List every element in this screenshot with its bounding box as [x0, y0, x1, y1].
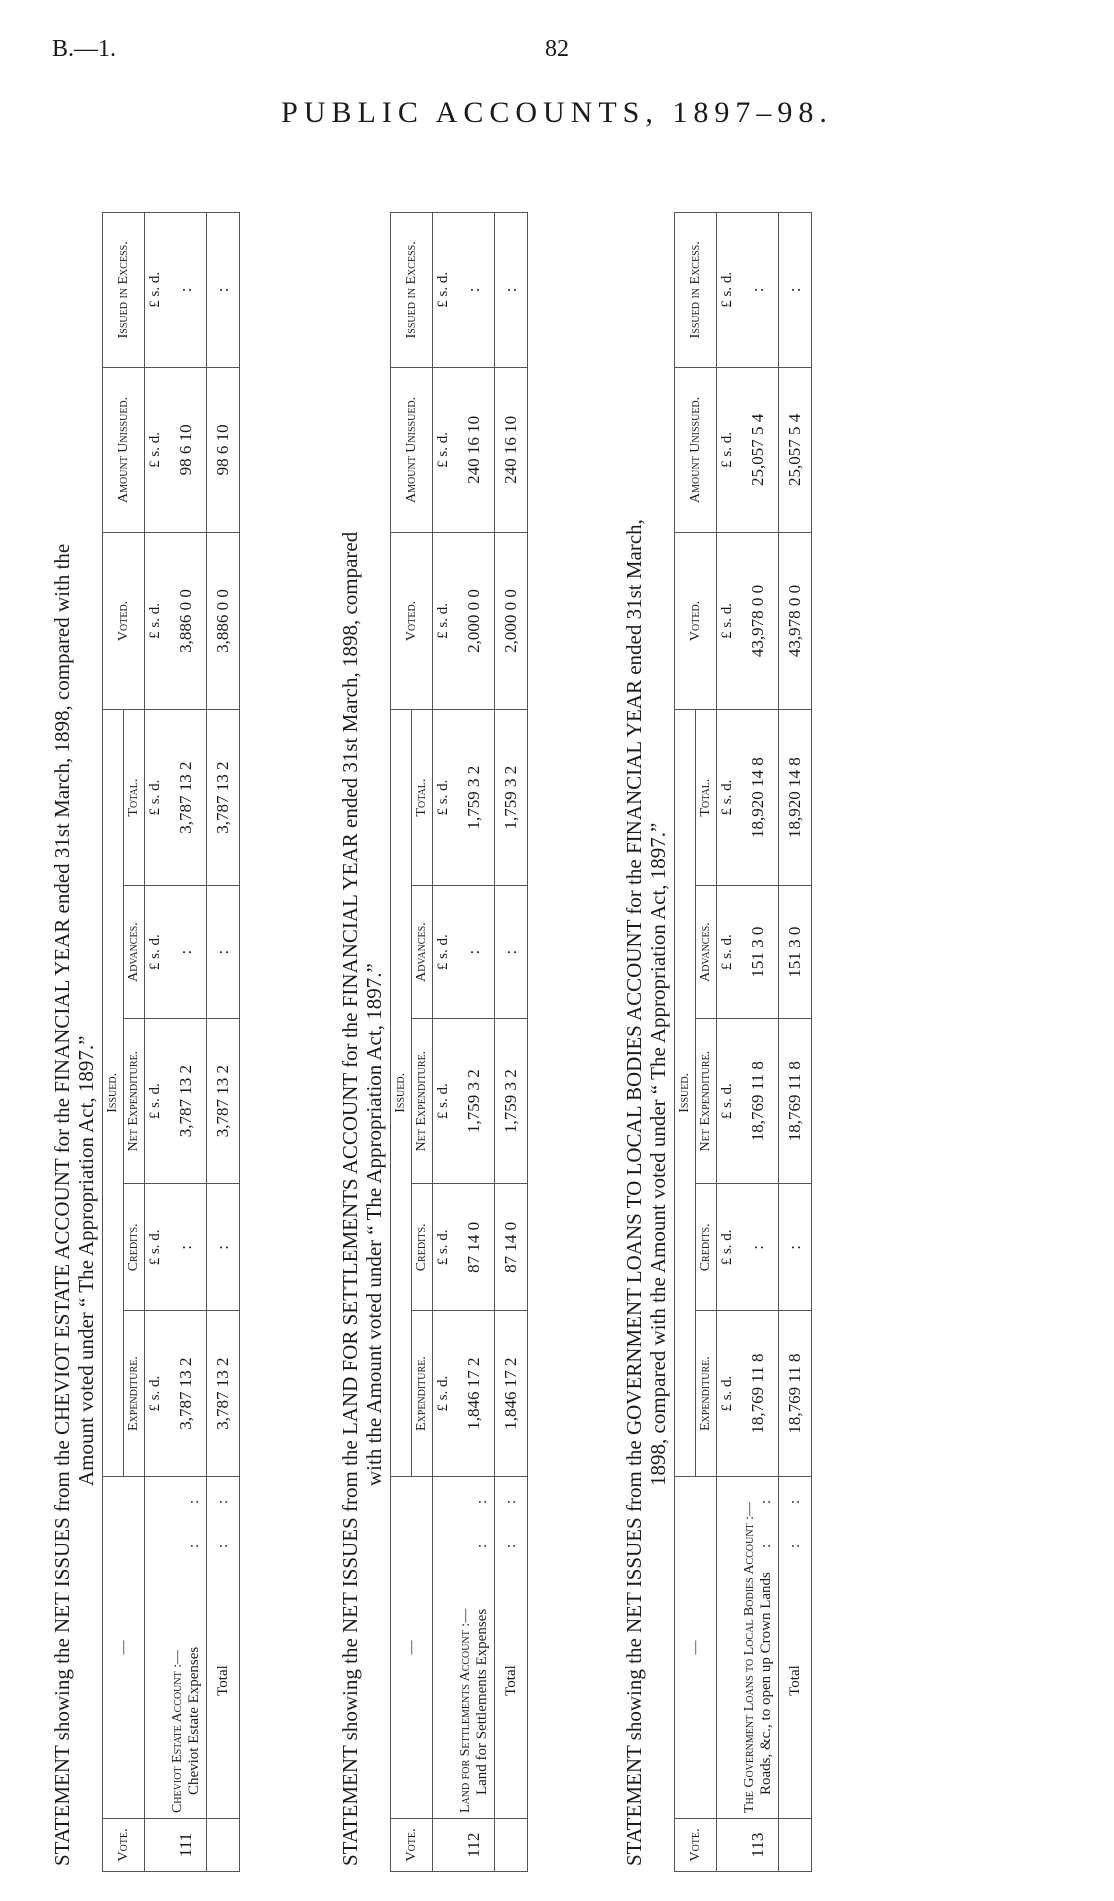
- total-net-expenditure: 18,769 11 8: [779, 1018, 812, 1184]
- units-label: £ s. d.: [145, 1311, 167, 1477]
- statement-title-line2: 1898, compared with the Amount voted under “ The Appropriation Act, 1897.”: [646, 822, 670, 1486]
- header-credits: Credits.: [124, 1184, 145, 1311]
- units-label: £ s. d.: [145, 367, 167, 533]
- item-name: Roads, &c., to open up Crown Lands : :: [758, 1481, 774, 1796]
- total-label: Total : :: [495, 1476, 528, 1818]
- cell-advances: :: [454, 886, 495, 1018]
- cell-total: 3,787 13 2: [166, 709, 207, 886]
- header-expenditure: Expenditure.: [124, 1311, 145, 1477]
- units-label: £ s. d.: [145, 533, 167, 710]
- header-issued-in-excess: Issued in Excess.: [675, 213, 717, 368]
- total-total: 18,920 14 8: [779, 709, 812, 886]
- units-label: £ s. d.: [433, 1018, 455, 1184]
- total-row: [495, 213, 528, 1872]
- table-row: [454, 213, 495, 1872]
- total-excess: :: [207, 213, 240, 368]
- total-excess: :: [779, 213, 812, 368]
- total-row: [779, 213, 812, 1872]
- statement-title-line1: STATEMENT showing the NET ISSUES from the GOVERNMENT LOANS TO LOCAL BODIES ACCOUNT for the FINANCIAL YEAR ended 31st March,: [622, 519, 646, 1866]
- statement-block-113: [622, 212, 812, 1872]
- page-title: PUBLIC ACCOUNTS, 1897–98.: [281, 96, 833, 129]
- cell-net-expenditure: 1,759 3 2: [454, 1018, 495, 1184]
- total-label: Total : :: [779, 1476, 812, 1818]
- cell-voted: 3,886 0 0: [166, 533, 207, 710]
- account-name: Land for Settlements Account :—: [458, 1608, 473, 1814]
- total-unissued: 98 6 10: [207, 367, 240, 533]
- units-label: £ s. d.: [717, 1311, 739, 1477]
- units-label: £ s. d.: [433, 213, 455, 368]
- header-issued: Issued.: [391, 709, 412, 1476]
- units-label: £ s. d.: [717, 1018, 739, 1184]
- cell-expenditure: 18,769 11 8: [738, 1311, 779, 1477]
- cell-expenditure: 1,846 17 2: [454, 1311, 495, 1477]
- statement-title: [50, 212, 102, 1872]
- units-label: £ s. d.: [145, 709, 167, 886]
- total-voted: 2,000 0 0: [495, 533, 528, 710]
- header-issued-in-excess: Issued in Excess.: [391, 213, 433, 368]
- statement-title-line2: Amount voted under “ The Appropriation Act, 1897.”: [74, 1035, 98, 1486]
- cell-credits: :: [166, 1184, 207, 1311]
- cell-unissued: 240 16 10: [454, 367, 495, 533]
- cell-total: 18,920 14 8: [738, 709, 779, 886]
- units-label: £ s. d.: [433, 886, 455, 1018]
- total-advances: :: [495, 886, 528, 1018]
- statement-title-line2: with the Amount voted under “ The Appropriation Act, 1897.”: [362, 963, 386, 1486]
- total-unissued: 240 16 10: [495, 367, 528, 533]
- total-expenditure: 18,769 11 8: [779, 1311, 812, 1477]
- item-description: [454, 1476, 495, 1818]
- header-expenditure: Expenditure.: [412, 1311, 433, 1477]
- statement-table: [390, 212, 528, 1872]
- total-net-expenditure: 1,759 3 2: [495, 1018, 528, 1184]
- total-advances: 151 3 0: [779, 886, 812, 1018]
- header-total: Total.: [124, 709, 145, 886]
- cell-excess: :: [738, 213, 779, 368]
- statement-title-line1: STATEMENT showing the NET ISSUES from the LAND FOR SETTLEMENTS ACCOUNT for the FINANCIAL YEAR ended 31st March, 1898, compared: [338, 531, 362, 1866]
- item-name: Cheviot Estate Expenses : :: [186, 1481, 202, 1796]
- cell-excess: :: [454, 213, 495, 368]
- header-voted: Voted.: [675, 533, 717, 710]
- header-amount-unissued: Amount Unissued.: [103, 367, 145, 533]
- total-excess: :: [495, 213, 528, 368]
- units-label: £ s. d.: [717, 1184, 739, 1311]
- account-name: The Government Loans to Local Bodies Account :—: [742, 1501, 757, 1814]
- header-credits: Credits.: [696, 1184, 717, 1311]
- units-label: £ s. d.: [145, 886, 167, 1018]
- header-advances: Advances.: [412, 886, 433, 1018]
- cell-advances: :: [166, 886, 207, 1018]
- total-row: [207, 213, 240, 1872]
- header-vote: Vote.: [103, 1819, 145, 1872]
- cell-credits: 87 14 0: [454, 1184, 495, 1311]
- header-voted: Voted.: [103, 533, 145, 710]
- header-net-expenditure: Net Expenditure.: [696, 1018, 717, 1184]
- header-amount-unissued: Amount Unissued.: [675, 367, 717, 533]
- header-net-expenditure: Net Expenditure.: [412, 1018, 433, 1184]
- statement-block-111: [50, 212, 240, 1872]
- total-total: 1,759 3 2: [495, 709, 528, 886]
- units-label: £ s. d.: [433, 1184, 455, 1311]
- page-ref: B.—1.: [52, 36, 117, 62]
- units-label: £ s. d.: [433, 1311, 455, 1477]
- header-description: —: [391, 1476, 433, 1818]
- statement-block-112: [338, 212, 528, 1872]
- units-label: £ s. d.: [433, 533, 455, 710]
- cell-unissued: 98 6 10: [166, 367, 207, 533]
- total-credits: :: [779, 1184, 812, 1311]
- item-description: [166, 1476, 207, 1818]
- header-credits: Credits.: [412, 1184, 433, 1311]
- table-row: [166, 213, 207, 1872]
- statement-title: [622, 212, 674, 1872]
- total-advances: :: [207, 886, 240, 1018]
- units-label: £ s. d.: [717, 886, 739, 1018]
- total-credits: :: [207, 1184, 240, 1311]
- header-advances: Advances.: [696, 886, 717, 1018]
- header-amount-unissued: Amount Unissued.: [391, 367, 433, 533]
- units-label: £ s. d.: [433, 709, 455, 886]
- units-label: £ s. d.: [145, 1184, 167, 1311]
- header-description: —: [103, 1476, 145, 1818]
- cell-credits: :: [738, 1184, 779, 1311]
- vote-number: 111: [166, 1819, 207, 1872]
- total-voted: 3,886 0 0: [207, 533, 240, 710]
- header-vote: Vote.: [391, 1819, 433, 1872]
- units-label: £ s. d.: [717, 709, 739, 886]
- cell-voted: 2,000 0 0: [454, 533, 495, 710]
- total-label: Total : :: [207, 1476, 240, 1818]
- units-label: £ s. d.: [717, 533, 739, 710]
- cell-net-expenditure: 3,787 13 2: [166, 1018, 207, 1184]
- header-advances: Advances.: [124, 886, 145, 1018]
- total-expenditure: 1,846 17 2: [495, 1311, 528, 1477]
- cell-total: 1,759 3 2: [454, 709, 495, 886]
- units-label: £ s. d.: [145, 213, 167, 368]
- cell-excess: :: [166, 213, 207, 368]
- cell-advances: 151 3 0: [738, 886, 779, 1018]
- header-voted: Voted.: [391, 533, 433, 710]
- header-issued: Issued.: [103, 709, 124, 1476]
- header-description: —: [675, 1476, 717, 1818]
- statement-title: [338, 212, 390, 1872]
- cell-net-expenditure: 18,769 11 8: [738, 1018, 779, 1184]
- units-label: £ s. d.: [433, 367, 455, 533]
- total-credits: 87 14 0: [495, 1184, 528, 1311]
- header-net-expenditure: Net Expenditure.: [124, 1018, 145, 1184]
- statement-table: [674, 212, 812, 1872]
- header-issued: Issued.: [675, 709, 696, 1476]
- account-name: Cheviot Estate Account :—: [170, 1649, 185, 1814]
- total-net-expenditure: 3,787 13 2: [207, 1018, 240, 1184]
- item-name: Land for Settlements Expenses : :: [474, 1481, 490, 1796]
- item-description: [738, 1476, 779, 1818]
- table-row: [738, 213, 779, 1872]
- total-unissued: 25,057 5 4: [779, 367, 812, 533]
- header-vote: Vote.: [675, 1819, 717, 1872]
- units-label: £ s. d.: [717, 213, 739, 368]
- cell-unissued: 25,057 5 4: [738, 367, 779, 533]
- statement-title-line1: STATEMENT showing the NET ISSUES from the CHEVIOT ESTATE ACCOUNT for the FINANCIAL YEAR ended 31st March, 1898, compared with the: [50, 543, 74, 1866]
- cell-voted: 43,978 0 0: [738, 533, 779, 710]
- header-issued-in-excess: Issued in Excess.: [103, 213, 145, 368]
- vote-number: 112: [454, 1819, 495, 1872]
- page-number: 82: [545, 36, 569, 62]
- total-voted: 43,978 0 0: [779, 533, 812, 710]
- units-label: £ s. d.: [717, 367, 739, 533]
- header-expenditure: Expenditure.: [696, 1311, 717, 1477]
- total-total: 3,787 13 2: [207, 709, 240, 886]
- total-expenditure: 3,787 13 2: [207, 1311, 240, 1477]
- units-label: £ s. d.: [145, 1018, 167, 1184]
- vote-number: 113: [738, 1819, 779, 1872]
- header-total: Total.: [412, 709, 433, 886]
- header-total: Total.: [696, 709, 717, 886]
- statement-table: [102, 212, 240, 1872]
- cell-expenditure: 3,787 13 2: [166, 1311, 207, 1477]
